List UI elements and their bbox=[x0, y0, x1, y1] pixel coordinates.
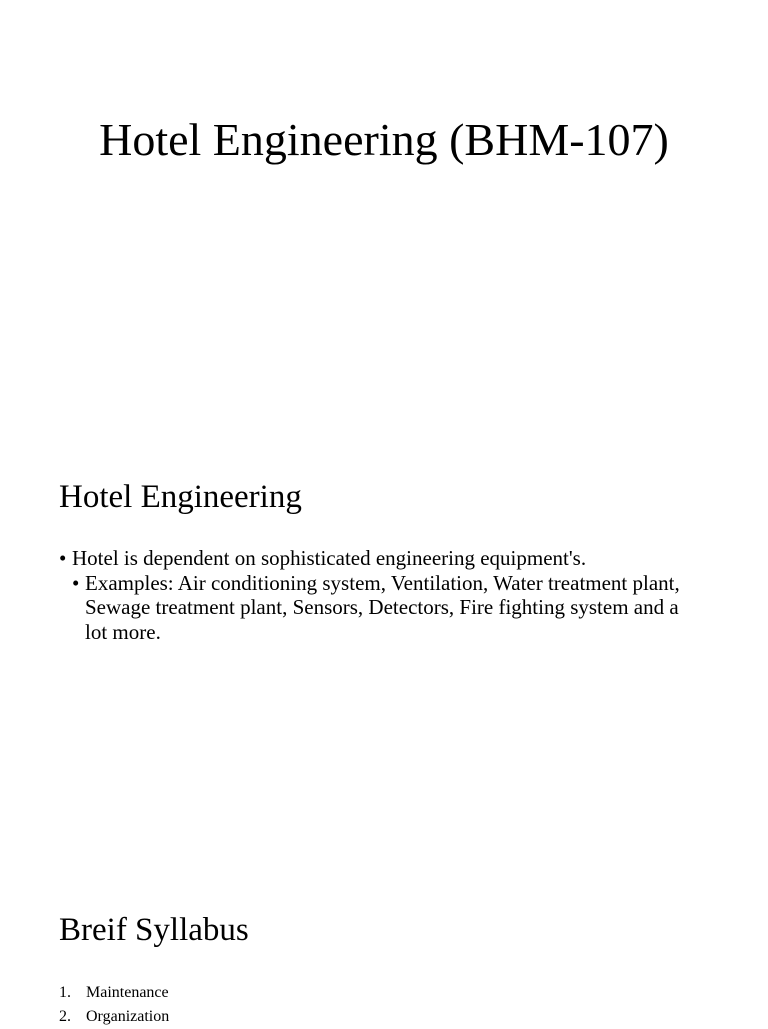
syllabus-list bbox=[59, 981, 169, 1029]
list-item-number: 2. bbox=[59, 1008, 71, 1025]
bullet-icon: • bbox=[59, 546, 67, 570]
list-item bbox=[59, 981, 169, 1005]
page-title: Hotel Engineering (BHM-107) bbox=[99, 114, 669, 165]
title-slide bbox=[0, 0, 768, 432]
bullet-item bbox=[59, 546, 699, 571]
list-item-label: Organization bbox=[86, 1008, 170, 1025]
bullet-text: Hotel is dependent on sophisticated engineering equipment's. bbox=[72, 546, 587, 570]
intro-slide bbox=[0, 432, 768, 864]
list-item-number: 1. bbox=[59, 984, 71, 1001]
bullet-item-examples bbox=[59, 571, 699, 645]
section-title-hotel-engineering: Hotel Engineering bbox=[59, 479, 302, 515]
bullet-list bbox=[59, 546, 699, 644]
syllabus-slide bbox=[0, 864, 768, 1024]
bullet-icon: • bbox=[72, 570, 80, 595]
section-title-syllabus: Breif Syllabus bbox=[59, 912, 249, 948]
list-item-label: Maintenance bbox=[86, 984, 169, 1001]
list-item bbox=[59, 1005, 169, 1029]
bullet-text: Examples: Air conditioning system, Ventilation, Water treatment plant, Sewage treatment plant, Sensors, Detectors, Fire fighting system and a lot more. bbox=[85, 570, 680, 644]
